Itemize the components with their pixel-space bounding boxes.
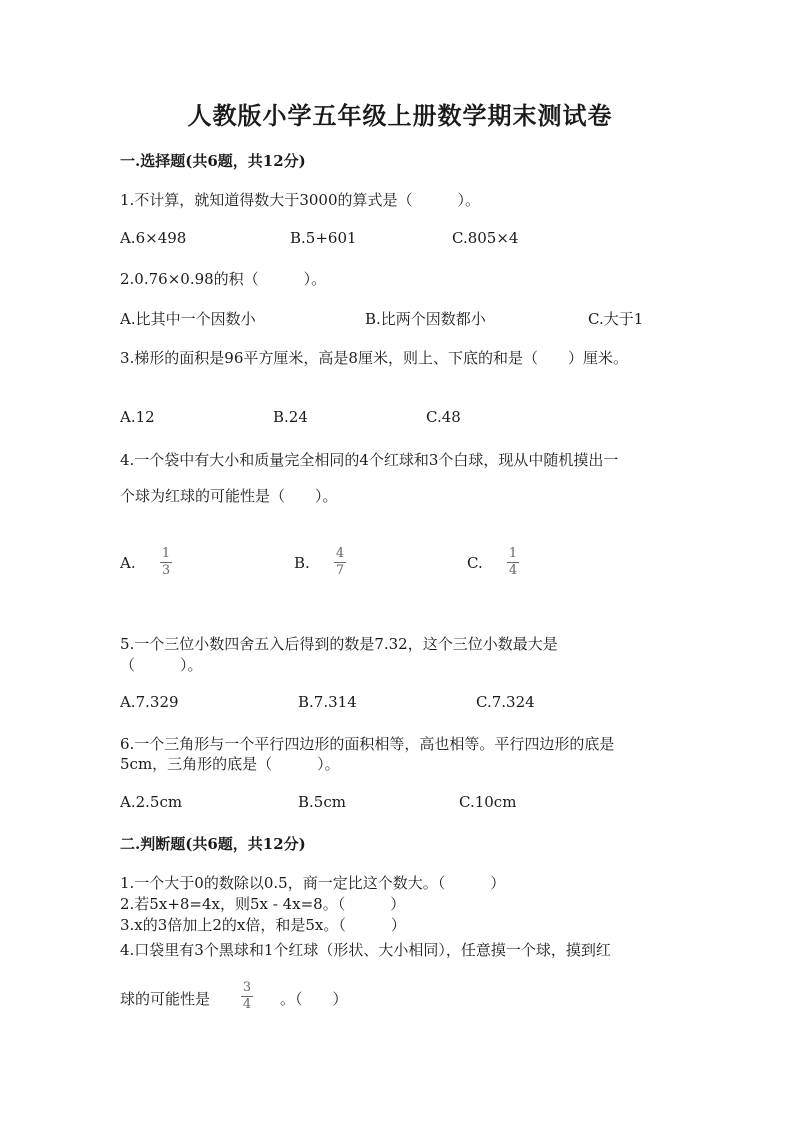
judgment-item-2: 2.若5x+8=4x，则5x - 4x=8。（ ） xyxy=(120,895,406,913)
q5-option-b: B.7.314 xyxy=(298,693,357,711)
q1-option-c: C.805×4 xyxy=(452,229,519,247)
q4-option-b-label: B. xyxy=(294,554,310,572)
question-4-line-2: 个球为红球的可能性是（ ）。 xyxy=(120,487,338,505)
fraction-numerator: 1 xyxy=(161,546,171,561)
judgment-item-4-line-1: 4.口袋里有3个黑球和1个红球（形状、大小相同），任意摸一个球，摸到红 xyxy=(120,941,611,959)
question-2: 2.0.76×0.98的积（ ）。 xyxy=(120,270,327,288)
q6-option-a: A.2.5cm xyxy=(120,793,183,811)
judgment-item-4-line-2: 球的可能性是 xyxy=(120,990,211,1008)
question-5-line-2: （ ）。 xyxy=(120,656,203,674)
question-6-line-2: 5cm，三角形的底是（ ）。 xyxy=(120,755,340,773)
section-heading-choice: 一.选择题(共6题，共12分) xyxy=(120,152,306,170)
question-1: 1.不计算，就知道得数大于3000的算式是（ ）。 xyxy=(120,191,480,209)
q3-option-a: A.12 xyxy=(120,408,155,426)
q4-option-a-fraction xyxy=(160,547,172,578)
judgment-item-3: 3.x的3倍加上2的x倍，和是5x。（ ） xyxy=(120,916,406,934)
fraction-denominator: 3 xyxy=(161,563,171,578)
q4-option-a-label: A. xyxy=(120,554,136,572)
fraction-denominator: 4 xyxy=(242,997,252,1012)
q3-option-b: B.24 xyxy=(273,408,308,426)
q4-option-c-fraction xyxy=(507,547,519,578)
q6-option-c: C.10cm xyxy=(459,793,517,811)
question-5-line-1: 5.一个三位小数四舍五入后得到的数是7.32，这个三位小数最大是 xyxy=(120,635,558,653)
question-4-line-1: 4.一个袋中有大小和质量完全相同的4个红球和3个白球，现从中随机摸出一 xyxy=(120,451,619,469)
judgment-item-4-fraction xyxy=(241,981,253,1012)
q6-option-b: B.5cm xyxy=(298,793,346,811)
q4-option-c-label: C. xyxy=(467,554,483,572)
q2-option-c: C.大于1 xyxy=(588,310,644,328)
section-heading-judgment: 二.判断题(共6题，共12分) xyxy=(120,835,306,853)
q3-option-c: C.48 xyxy=(426,408,461,426)
fraction-numerator: 1 xyxy=(508,546,518,561)
fraction-numerator: 4 xyxy=(335,546,345,561)
fraction-denominator: 7 xyxy=(335,563,345,578)
q5-option-c: C.7.324 xyxy=(476,693,535,711)
q1-option-b: B.5+601 xyxy=(290,229,357,247)
judgment-item-4-suffix: 。（ ） xyxy=(280,990,348,1008)
fraction-numerator: 3 xyxy=(242,980,252,995)
q1-option-a: A.6×498 xyxy=(120,229,187,247)
question-3: 3.梯形的面积是96平方厘米，高是8厘米，则上、下底的和是（ ）厘米。 xyxy=(120,349,628,367)
page-title: 人教版小学五年级上册数学期末测试卷 xyxy=(187,101,613,130)
q4-option-b-fraction xyxy=(334,547,346,578)
fraction-denominator: 4 xyxy=(508,563,518,578)
q5-option-a: A.7.329 xyxy=(120,693,179,711)
q2-option-a: A.比其中一个因数小 xyxy=(120,310,256,328)
judgment-item-1: 1.一个大于0的数除以0.5，商一定比这个数大。（ ） xyxy=(120,874,506,892)
q2-option-b: B.比两个因数都小 xyxy=(365,310,486,328)
question-6-line-1: 6.一个三角形与一个平行四边形的面积相等，高也相等。平行四边形的底是 xyxy=(120,735,615,753)
